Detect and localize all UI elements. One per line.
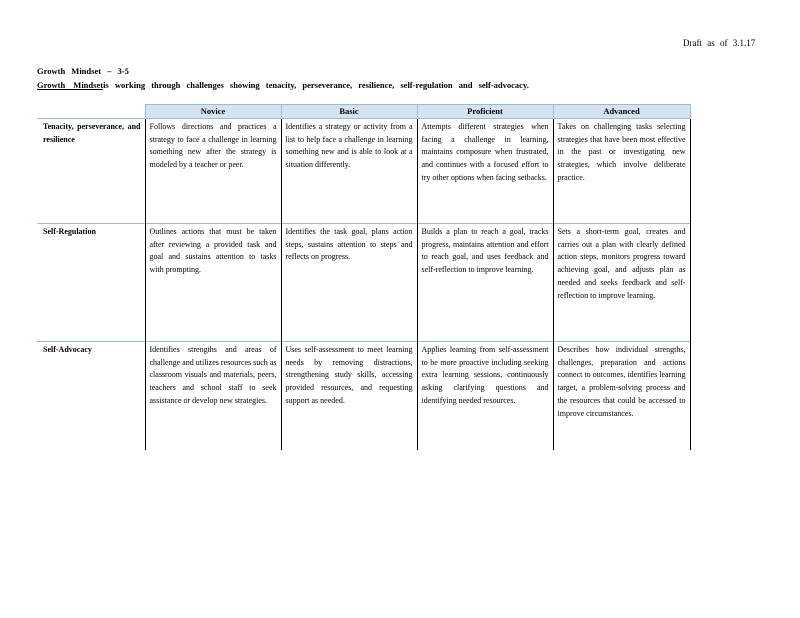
draft-note: Draft as of 3.1.17 [683, 38, 756, 48]
rubric-header-row [37, 105, 690, 119]
cell-self-regulation-novice: Outlines actions that must be taken after reviewing a provided task and goal and sustains attention to tasks with prompting. [145, 223, 281, 341]
column-header-basic: Basic [281, 105, 417, 119]
cell-self-advocacy-basic: Uses self-assessment to meet learning needs by removing distractions, strengthening study skills, accessing provided resources, and requesting support as needed. [281, 341, 417, 450]
rubric-row-tenacity [37, 118, 690, 223]
column-header-advanced: Advanced [553, 105, 690, 119]
cell-tenacity-advanced: Takes on challenging tasks selecting strategies that have been most effective in the past or investigating new strategies, which involve deliberate practice. [553, 118, 690, 223]
row-label-self-advocacy: Self-Advocacy [37, 341, 145, 450]
definition-text: is working through challenges showing tenacity, perseverance, resilience, self-regulation and self-advocacy. [103, 80, 529, 90]
column-header-proficient: Proficient [417, 105, 553, 119]
rubric-row-self-regulation [37, 223, 690, 341]
cell-self-advocacy-novice: Identifies strengths and areas of challenge and utilizes resources such as classroom visuals and materials, peers, teachers and school staff to seek assistance or develop new strategies. [145, 341, 281, 450]
rubric-table [37, 104, 691, 450]
row-label-tenacity: Tenacity, perseverance, and resilience [37, 118, 145, 223]
cell-self-regulation-advanced: Sets a short-term goal, creates and carries out a plan with clearly defined action steps, monitors progress toward achieving goal, and adjusts plan as needed and seeks feedback and self-reflection to improve learning. [553, 223, 690, 341]
cell-tenacity-novice: Follows directions and practices a strategy to face a challenge in learning something new after the strategy is modeled by a teacher or peer. [145, 118, 281, 223]
column-header-novice: Novice [145, 105, 281, 119]
row-label-self-regulation: Self-Regulation [37, 223, 145, 341]
document-title: Growth Mindset – 3-5 [37, 66, 129, 76]
cell-self-advocacy-advanced: Describes how individual strengths, challenges, preparation and actions connect to outcomes, identifies learning target, a problem-solving process and the resources that could be accessed to improve circumstances. [553, 341, 690, 450]
rubric-row-self-advocacy [37, 341, 690, 450]
cell-tenacity-proficient: Attempts different strategies when facing a challenge in learning, maintains composure when frustrated, and continues with a focused effort to try other options when facing setbacks. [417, 118, 553, 223]
growth-mindset-definition [37, 80, 529, 90]
cell-self-regulation-proficient: Builds a plan to reach a goal, tracks progress, maintains attention and effort to reach goal, and uses feedback and self-reflection to improve learning. [417, 223, 553, 341]
cell-self-advocacy-proficient: Applies learning from self-assessment to be more proactive including seeking extra learning sessions, continuously asking clarifying questions and identifying needed resources. [417, 341, 553, 450]
definition-term: Growth Mindset [37, 80, 104, 90]
cell-self-regulation-basic: Identifies the task goal, plans action steps, sustains attention to steps and reflects on progress. [281, 223, 417, 341]
cell-tenacity-basic: Identifies a strategy or activity from a list to help face a challenge in learning something new and is able to look at a situation differently. [281, 118, 417, 223]
rubric-corner [37, 105, 145, 119]
